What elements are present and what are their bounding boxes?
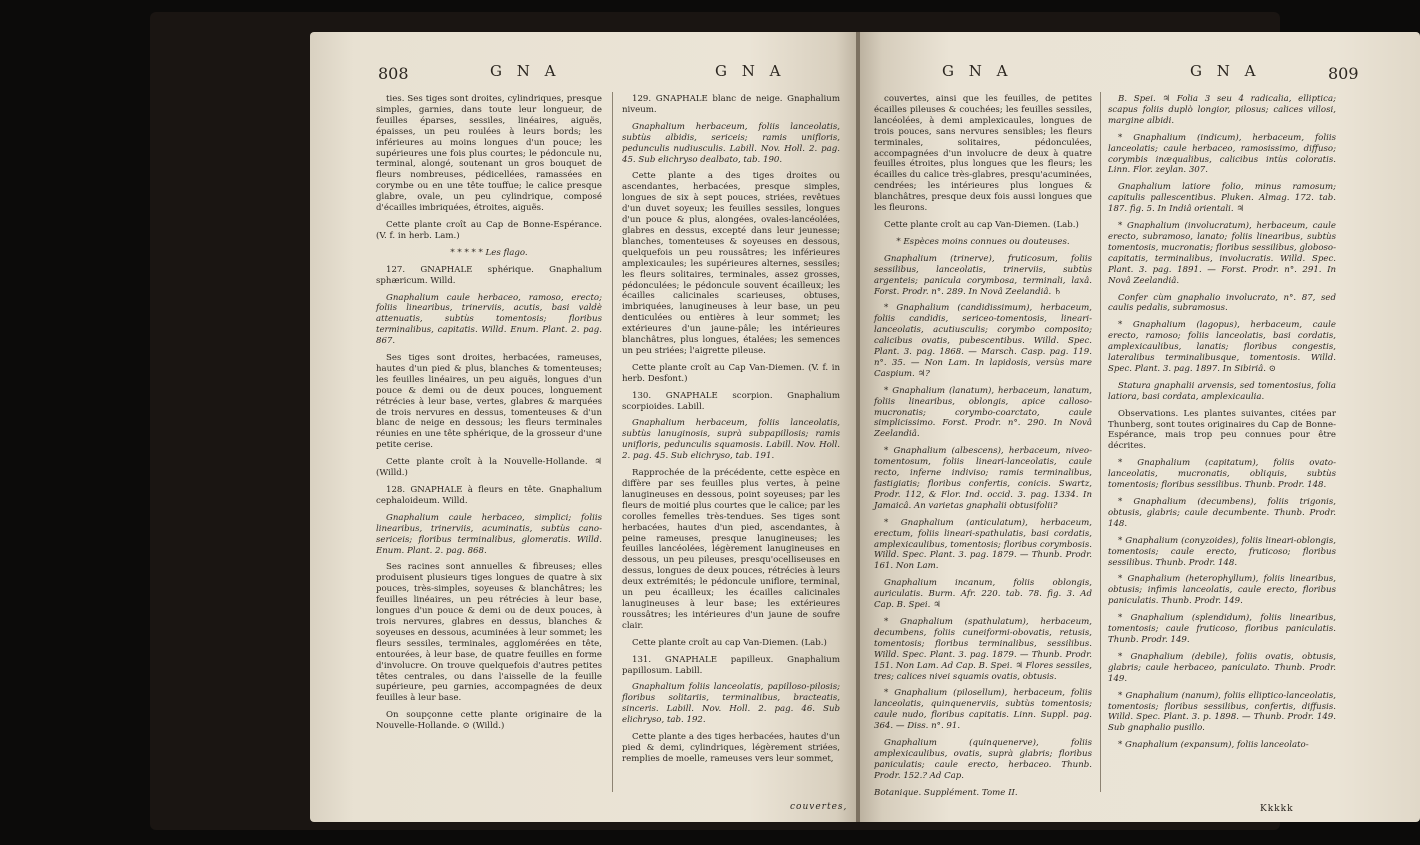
left-col1-paragraph: Cette plante croît au Cap de Bonne-Espérance. (V. f. in herb. Lam.)	[376, 219, 602, 241]
left-running-head-2: G N A	[715, 62, 786, 80]
left-col2-paragraph: Rapprochée de la précédente, cette espèce en diffère par ses feuilles plus vertes, à peine lanugineuses en dessous, point soyeuses; par les fleurs de moitié plus courtes que le calice; par les corolles femelles très-tendues. Ses tiges sont herbacées, hautes d'un pied, ascendantes, à peine rameuses, presque lanugineuses; les feuilles lancéolées, légèrement lanugineuses en dessous, un peu pileuses, presqu'ocelliseuses en dessus, longues de deux pouces, rétrécies à leurs deux extrémités; le pédoncule uniflore, terminal, un peu écailleux; les écailles calicinales lanugineuses à leur base; les extérieures roussâtres; les intérieures d'un jaune de soufre clair.	[622, 468, 840, 631]
right-col2-paragraph: * Gnaphalium (decumbens), foliis trigonis, obtusis, glabris; caule decumbente. Thunb. Prodr. 148.	[1108, 497, 1336, 529]
right-col2-paragraph: * Gnaphalium (involucratum), herbaceum, caule erecto, subramoso, lanato; foliis linearibus, subtùs tomentosis, mucronatis; floribus sessilibus, globoso-capitatis, terminalibus, involucratis. Willd. Spec. Plant. 3. pag. 1891. — Forst. Prodr. n°. 291. In Novâ Zeelandiâ.	[1108, 221, 1336, 286]
right-col2-paragraph: Confer cùm gnaphalio involucrato, n°. 87, sed caulis pedalis, subramosus.	[1108, 292, 1336, 314]
left-col2-paragraph: Cette plante a des tiges droites ou ascendantes, herbacées, presque simples, longues de six à sept pouces, striées, revêtues d'un duvet soyeux; les feuilles sessiles, longues d'un pouce & plus, alongées, ovales-lancéolées, glabres en dessus, excepté dans leur jeunesse; blanches, tomenteuses & soyeuses en dessous, quelquefois un peu roussâtres; les inférieures amplexicaules; les supérieures alternes, sessiles; les fleurs solitaires, terminales, assez grosses, pédonculées; le pédoncule souvent écailleux; les écailles calicinales scarieuses, obtuses, imbriquées, lanugineuses à leur base, un peu denticulées ou entières à leur sommet; les extérieures d'un jaune-pâle; les intérieures blanchâtres, plus longues, étalées; les semences un peu striées; l'aigrette pileuse.	[622, 171, 840, 356]
right-col2-paragraph: * Gnaphalium (conyzoides), foliis lineari-oblongis, tomentosis; caule erecto, fruticoso; floribus sessilibus. Thunb. Prodr. 148.	[1108, 535, 1336, 568]
book-spread	[150, 12, 1359, 830]
left-col2-paragraph: Cette plante croît au cap Van-Diemen. (Lab.)	[632, 637, 827, 648]
left-col2-paragraph: Gnaphalium foliis lanceolatis, papilloso-pilosis; floribus solitariis, terminalibus, bracteatis, sinceris. Labill. Nov. Holl. 2. pag. 46. Sub elichryso, tab. 192.	[622, 682, 840, 726]
left-col1-paragraph: 128. GNAPHALE à fleurs en tête. Gnaphalium cephaloideum. Willd.	[376, 485, 602, 506]
right-col2-paragraph: * Gnaphalium (capitatum), foliis ovato-lanceolatis, mucronatis, obliquis, subtùs tomentosis; floribus sessilibus. Thunb. Prodr. 148.	[1108, 458, 1336, 491]
right-col1-paragraph: * Espèces moins connues ou douteuses.	[896, 236, 1070, 247]
left-col1-paragraph: Gnaphalium caule herbaceo, simplici; foliis linearibus, trinerviis, acuminatis, subtùs cano-sericeis; floribus terminalibus, glomeratis. Willd. Enum. Plant. 2. pag. 868.	[376, 512, 602, 556]
right-col2-paragraph: * Gnaphalium (heterophyllum), foliis linearibus, obtusis; infimis lanceolatis, caule erecto, floribus paniculatis. Thunb. Prodr. 149.	[1108, 574, 1336, 607]
right-col2-paragraph: * Gnaphalium (indicum), herbaceum, foliis lanceolatis; caule herbaceo, ramosissimo, diffuso; corymbis inæqualibus, calicibus intùs coloratis. Linn. Flor. zeylan. 307.	[1108, 132, 1336, 176]
left-catchword: couvertes,	[790, 802, 848, 812]
left-col1-paragraph: On soupçonne cette plante originaire de la Nouvelle-Hollande. ⊙ (Willd.)	[376, 710, 602, 732]
left-col1-paragraph: 127. GNAPHALE sphérique. Gnaphalium sphæricum. Willd.	[376, 264, 602, 286]
left-col2-paragraph: Cette plante a des tiges herbacées, hautes d'un pied & demi, cylindriques, légèrement striées, remplies de moelle, rameuses vers leur sommet,	[622, 732, 840, 764]
left-col2-paragraph: 130. GNAPHALE scorpion. Gnaphalium scorpioides. Labill.	[622, 390, 840, 412]
right-col2-paragraph: * Gnaphalium (splendidum), foliis linearibus, tomentosis; caule fruticoso, floribus paniculatis. Thunb. Prodr. 149.	[1108, 613, 1336, 645]
left-column-divider	[612, 92, 613, 792]
left-col2-paragraph: Gnaphalium herbaceum, foliis lanceolatis, subtùs lanuginosis, suprà subpapillosis; ramis unifloris, pedunculis squamosis. Labill. Nov. Holl. 2. pag. 45. Sub elichryso, tab. 191.	[622, 418, 840, 462]
right-running-head-2: G N A	[1190, 62, 1261, 80]
right-col2-paragraph: * Gnaphalium (expansum), foliis lanceolato-	[1118, 740, 1309, 751]
right-col2-paragraph: Statura gnaphalii arvensis, sed tomentosius, folia latiora, basi cordata, amplexicaulia.	[1108, 380, 1336, 402]
right-col1-paragraph: Gnaphalium (quinquenerve), foliis amplexicaulibus, ovatis, suprà glabris; floribus paniculatis; caule erecto, herbaceo. Thunb. Prodr. 152.? Ad Cap.	[874, 738, 1092, 781]
left-col1-paragraph: Cette plante croît à la Nouvelle-Hollande. ♃ (Willd.)	[376, 457, 602, 479]
left-col1-paragraph: Ses racines sont annuelles & fibreuses; elles produisent plusieurs tiges longues de quatre à six pouces, très-simples, soyeuses & blanchâtres; les feuilles linéaires, un peu rétrécies à leur base, longues d'un pouce & demi ou de deux pouces, à trois nervures, glabres en dessus, blanches & soyeuses en dessous, acuminées à leur sommet; les fleurs sessiles, terminales, agglomérées en tête, entourées, à leur base, de quatre feuilles en forme d'involucre. On trouve quelquefois d'autres petites têtes centrales, ou dans l'aisselle de la feuille supérieure, peu garnies, accompagnées de deux feuilles à leur base.	[376, 562, 602, 704]
right-col2-paragraph: Gnaphalium latiore folio, minus ramosum; capitulis pallescentibus. Pluken. Almag. 172. tab. 187. fig. 5. In Indiâ orientali. ♃	[1108, 182, 1336, 215]
right-col1-paragraph: * Gnaphalium (lanatum), herbaceum, lanatum, foliis linearibus, oblongis, apice calloso-mucronatis; corymbo-coarctato, caule simplicissimo. Forst. Prodr. n°. 290. In Novâ Zeelandiâ.	[874, 385, 1092, 440]
right-column-1	[874, 94, 1092, 805]
right-col1-paragraph: Cette plante croît au cap Van-Diemen. (Lab.)	[884, 219, 1079, 230]
right-column-2	[1108, 94, 1336, 757]
right-col1-paragraph: * Gnaphalium (anticulatum), herbaceum, erectum, foliis lineari-spathulatis, basi cordatis, amplexicaulibus, tomentosis; floribus corymbosis. Willd. Spec. Plant. 3. pag. 1879. — Thunb. Prodr. 161. Non Lam.	[874, 517, 1092, 572]
right-col1-paragraph: couvertes, ainsi que les feuilles, de petites écailles pileuses & couchées; les feuilles sessiles, lancéolées, à demi amplexicaules, longues de trois pouces, sans nervures sensibles; les fleurs terminales, solitaires, pédonculées, accompagnées d'un involucre de deux à quatre feuilles étroites, plus longues que les fleurs; les écailles du calice très-glabres, presqu'acuminées, cendrées; les intérieures plus longues & blanchâtres, presque deux fois aussi longues que les fleurons.	[874, 94, 1092, 214]
left-col1-paragraph: * * * * * Les flago.	[450, 247, 528, 258]
right-col1-paragraph: Gnaphalium (trinerve), fruticosum, foliis sessilibus, lanceolatis, trinerviis, subtùs argenteis; panicula corymbosa, terminali, laxâ. Forst. Prodr. n°. 289. In Novâ Zeelandiâ. ♄	[874, 253, 1092, 297]
left-col2-paragraph: 131. GNAPHALE papilleux. Gnaphalium papillosum. Labill.	[622, 654, 840, 676]
right-col2-paragraph: * Gnaphalium (lagopus), herbaceum, caule erecto, ramoso; foliis lanceolatis, basi cordatis, amplexicaulibus, lanatis; floribus congestis, lateralibus terminalibusque, tomentosis. Willd. Spec. Plant. 3. pag. 1897. In Sibiriâ. ⊙	[1108, 320, 1336, 374]
right-col2-paragraph: B. Spei. ♃ Folia 3 seu 4 radicalia, elliptica; scapus foliis duplò longior, pilosus; calices villosi, margine albidi.	[1108, 94, 1336, 126]
left-column-2	[622, 94, 840, 771]
right-col2-paragraph: Observations. Les plantes suivantes, citées par Thunberg, sont toutes originaires du Cap de Bonne-Espérance, mais trop peu connues pour être décrites.	[1108, 408, 1336, 452]
right-col1-paragraph: * Gnaphalium (pilosellum), herbaceum, foliis lanceolatis, quinquenerviis, subtùs tomentosis; caule nudo, floribus capitatis. Linn. Suppl. pag. 364. — Diss. n°. 91.	[874, 688, 1092, 732]
right-col1-paragraph: * Gnaphalium (spathulatum), herbaceum, decumbens, foliis cuneiformi-obovatis, retusis, tomentosis; floribus terminalibus, sessilibus. Willd. Spec. Plant. 3. pag. 1879. — Thunb. Prodr. 151. Non Lam. Ad Cap. B. Spei. ♃ Flores sessiles, tres; calices nivei squamis ovatis, obtusis.	[874, 616, 1092, 682]
right-column-divider	[1100, 92, 1101, 792]
right-signature-mark: Kkkkk	[1260, 804, 1294, 814]
left-col2-paragraph: Gnaphalium herbaceum, foliis lanceolatis, subtùs albidis, sericeis; ramis unifloris, pedunculis nudiusculis. Labill. Nov. Holl. 2. pag. 45. Sub elichryso dealbato, tab. 190.	[622, 121, 840, 165]
left-col2-paragraph: 129. GNAPHALE blanc de neige. Gnaphalium niveum.	[622, 94, 840, 115]
left-page	[310, 32, 858, 822]
right-col2-paragraph: * Gnaphalium (nanum), foliis elliptico-lanceolatis, tomentosis; floribus sessilibus, confertis, diffusis. Willd. Spec. Plant. 3. p. 1898. — Thunb. Prodr. 149. Sub gnaphalio pusillo.	[1108, 690, 1336, 734]
right-col1-paragraph: * Gnaphalium (albescens), herbaceum, niveo-tomentosum, foliis lineari-lanceolatis, caule recto, inferne indiviso; ramis terminalibus, fastigiatis; floribus confertis, conicis. Swartz, Prodr. 112, & Flor. Ind. occid. 3. pag. 1334. In Jamaicâ. An varietas gnaphalii obtusifolii?	[874, 446, 1092, 511]
right-page-number: 809	[1328, 64, 1359, 83]
right-running-head: G N A	[942, 62, 1013, 80]
left-column-1	[376, 94, 602, 738]
left-col1-paragraph: ties. Ses tiges sont droites, cylindriques, presque simples, garnies, dans toute leur longueur, de feuilles éparses, sessiles, linéaires, aiguës, épaisses, un peu roulées à leurs bords; les inférieures au moins longues d'un pouce; les supérieures une fois plus courtes; le pédoncule nu, terminal, alongé, soutenant un gros bouquet de fleurs nombreuses, pédicellées, ramassées en corymbe ou en une tête touffue; le calice presque glabre, ovale, un peu cylindrique, composé d'écailles imbriquées, étroites, aiguës.	[376, 94, 602, 214]
right-col1-paragraph: Gnaphalium incanum, foliis oblongis, auriculatis. Burm. Afr. 220. tab. 78. fig. 3. Ad Cap. B. Spei. ♃	[874, 578, 1092, 611]
left-page-number: 808	[378, 64, 409, 83]
left-col1-paragraph: Ses tiges sont droites, herbacées, rameuses, hautes d'un pied & plus, blanches & tomenteuses; les feuilles linéaires, un peu aiguës, longues d'un pouce & demi ou de deux pouces, longuement rétrécies à leur base, vertes, glabres & marquées de trois nervures en dessus, tomenteuses & d'un blanc de neige en dessous; les fleurs terminales réunies en une tête sphérique, de la grosseur d'une petite cerise.	[376, 353, 602, 451]
left-running-head: G N A	[490, 62, 561, 80]
right-col1-paragraph: Botanique. Supplément. Tome II.	[874, 787, 1018, 798]
left-col1-paragraph: Gnaphalium caule herbaceo, ramoso, erecto; foliis linearibus, trinerviis, acutis, basi valdè attenuatis, subtùs tomentosis; floribus terminalibus, capitatis. Willd. Enum. Plant. 2. pag. 867.	[376, 292, 602, 347]
left-col2-paragraph: Cette plante croît au Cap Van-Diemen. (V. f. in herb. Desfont.)	[622, 362, 840, 384]
right-col1-paragraph: * Gnaphalium (candidissimum), herbaceum, foliis candidis, sericeo-tomentosis, lineari-lanceolatis, acutiusculis; corymbo composito; calicibus ovatis, pubescentibus. Willd. Spec. Plant. 3. pag. 1868. — Marsch. Casp. pag. 119. n°. 35. — Non Lam. In lapidosis, versùs mare Caspium. ♃?	[874, 303, 1092, 379]
right-page	[860, 32, 1420, 822]
right-col2-paragraph: * Gnaphalium (debile), foliis ovatis, obtusis, glabris; caule herbaceo, paniculato. Thunb. Prodr. 149.	[1108, 651, 1336, 684]
